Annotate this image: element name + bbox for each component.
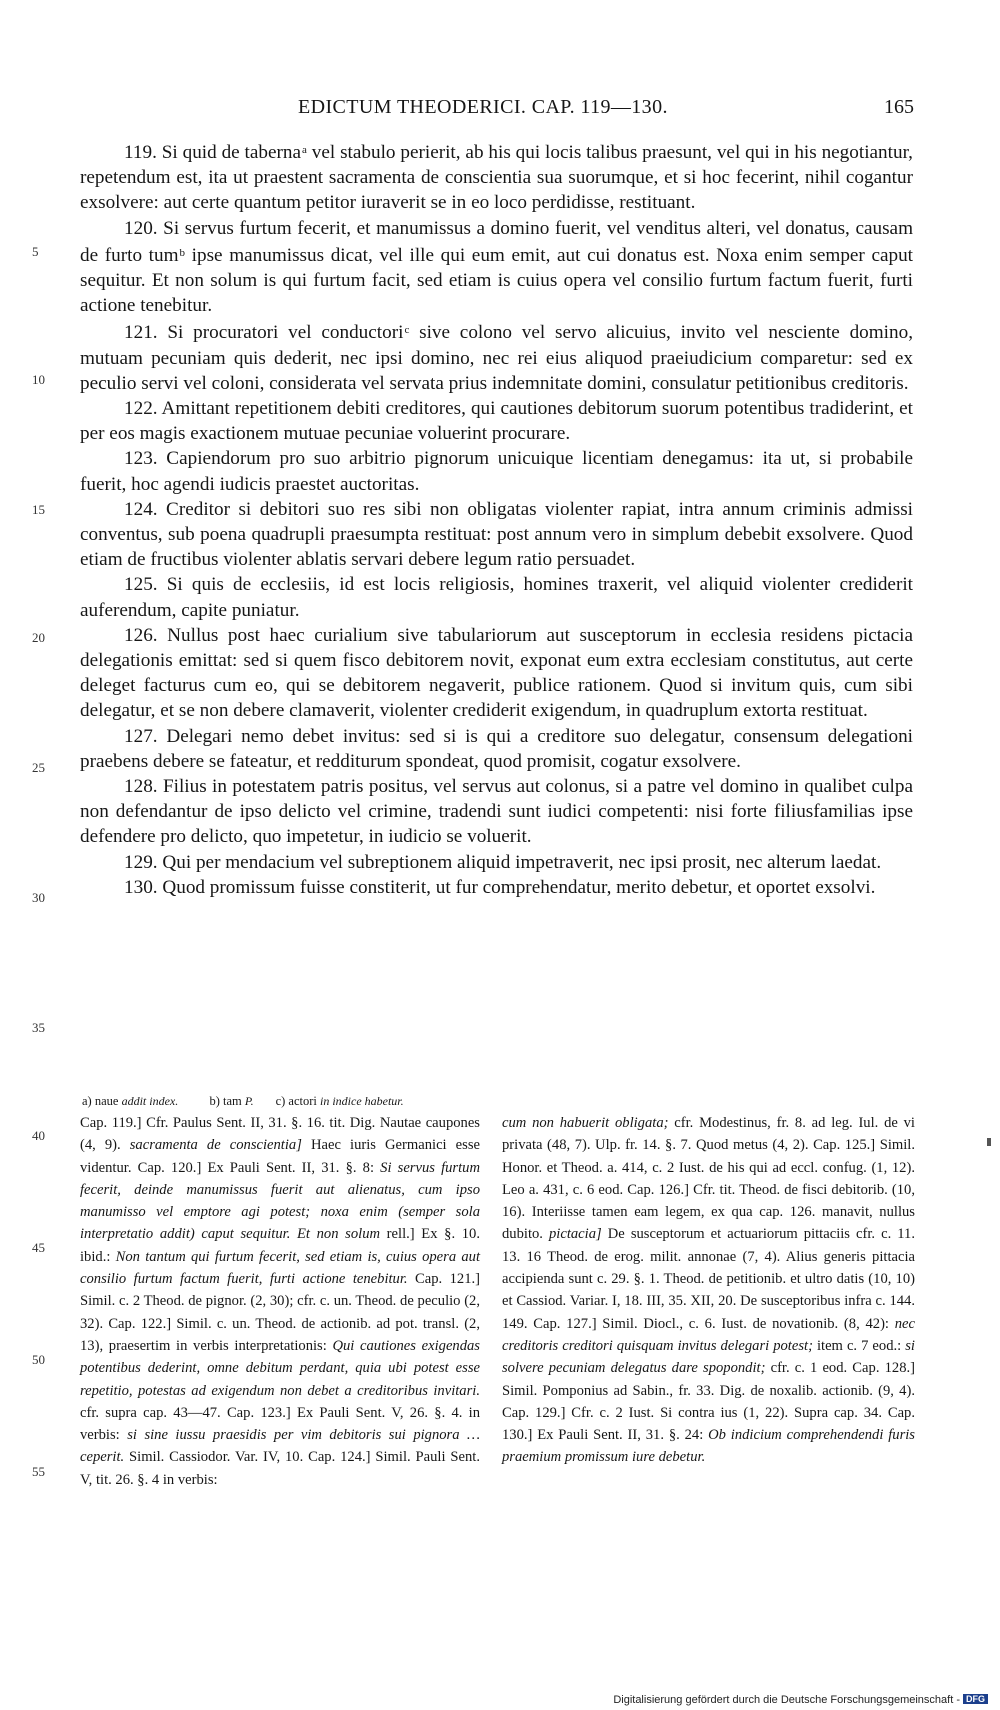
header-title: EDICTUM THEODERICI. CAP. 119—130.	[298, 96, 668, 118]
main-text	[80, 138, 913, 900]
paragraph-123: 123. Capiendorum pro suo arbitrio pignorum unicuique licentiam denegamus: ita ut, si probabile fuerit, hoc agendi iudicis praestet auctoritas.	[80, 448, 913, 495]
paragraph-119: 119. Si quid de taberna$^a$ vel stabulo perierit, ab his qui locis talibus praesunt, vel qui in his negotiantur, repetendum est, ita ut praestent sacramenta de conscientia sua suorumque, et si hoc fecerint, nihil cogantur exsolvere: aut certe quantum petitor iuraverit se in eo loco perdidisse, restituant.	[80, 142, 913, 214]
note-segment: cfr. Modestinus, fr. 8. ad leg. Iul. de vi privata (48, 7). Ulp. fr. 14. §. 7. Quod metus (4, 2). Cap. 125.] Simil. Honor. et Theod. a. 414, c. 2 Iust. de his qui ad eccl. confug. (1, 12). Leo a. 431, c. 6 eod. Cap. 126.] Cfr. tit. Theod. de fisci debitorib. (10, 16). Interiisse tamen eam legem, ex qua cap. 126. manavit, nullus dubito.	[502, 1115, 915, 1243]
line-number: 5	[32, 244, 39, 259]
paragraph-128: 128. Filius in potestatem patris positus, vel servus aut colonus, si a patre vel domino in qualibet culpa non defendantur de ipso delicto vel crimine, tradendi sunt iudici competenti: nisi forte filiusfamilias ipse defendere pro delicto, quo impetetur, in iudicio se voluerit.	[80, 776, 913, 848]
note-segment: rell.] Ex §. 10. ibid.:	[80, 1226, 480, 1265]
note-segment: cum non habuerit obligata;	[502, 1115, 669, 1131]
note-segment: Cap. 121.] Simil. c. 2 Theod. de pignor. (2, 30); cfr. c. un. Theod. de peculio (2, 32). Cap. 122.] Simil. c. un. Theod. de actionib. ad pot. transl. (2, 13), praesertim in verbis interpretationis:	[80, 1271, 480, 1354]
note-segment: Cap. 119.] Cfr. Paulus Sent. II, 31. §. 16. tit. Dig. Nautae caupones (4, 9).	[80, 1115, 480, 1154]
note-segment: De susceptorum et actuariorum pittaciis cfr. c. 11. 13. 16 Theod. de erog. milit. annonae (7, 4). Alius generis pittacia accipienda sunt c. 29. §. 1. Theod. de petitionib. et ultro datis (10, 10) et Cassiod. Variar. I, 18. III, 35. XII, 20. De susceptoribus infra c. 144. 149. Cap. 127.] Simil. Diocl., c. 6. Iust. de novationib. (8, 42):	[502, 1226, 916, 1332]
note-segment: sacramenta de conscientia]	[129, 1137, 302, 1154]
line-number: 50	[32, 1352, 45, 1367]
line-number: 55	[32, 1464, 45, 1479]
note-segment: Non tantum qui furtum fecerit, sed etiam is, cuius opera aut consilio furtum factum fuerit, furti actione tenebitur.	[80, 1248, 480, 1288]
digitization-footer: Digitalisierung gefördert durch die Deutsche Forschungsgemeinschaft - DFG	[613, 1694, 988, 1706]
line-number: 20	[32, 630, 45, 645]
paragraph-124: 124. Creditor si debitori suo res sibi non obligatas violenter rapiat, intra annum criminis admissi conventus, sub poena quadrupli praesumpta restituat: post annum vero in simplum debebit exsolvere. Quod etiam de fructibus violenter ablatis servari debere legum ratio persuadet.	[80, 498, 913, 571]
line-number: 35	[32, 1020, 45, 1035]
note-segment: nec creditoris creditori quisquam invitus delegari potest;	[502, 1315, 915, 1354]
paragraph-121: 121. Si procuratori vel conductori$^c$ sive colono vel servo alicuius, invito vel nesciente domino, mutuam pecuniam quis dederit, nec ipsi domino, nec rei eius aliquod praeiudicium comparetur: sed ex peculio servi vel coloni, considerata vel servata prius indemnitate domini, consulatur petitionibus creditoris.	[80, 322, 913, 394]
line-number: 25	[32, 760, 45, 775]
paragraph-126: 126. Nullus post haec curialium sive tabulariorum aut susceptorum in ecclesia residens pictacia delegationis emittat: sed si quem fisco debitorem novit, exponat eum extra ecclesiam constitutus, aut certe deleget facturus cum eo, qui se debitorem negaverit, publice rationem. Quod si invitum quis, cum sibi delegatur, et se non debere clamaverit, violenter crediderit exigendum, in quadruplum extorta restituat.	[80, 624, 913, 722]
notes-right-column	[502, 1112, 915, 1469]
page-number: 165	[884, 96, 914, 118]
paragraph-125: 125. Si quis de ecclesiis, id est locis religiosis, homines traxerit, vel aliquid violenter crediderit auferendum, capite puniatur.	[80, 574, 913, 621]
line-number: 10	[32, 372, 45, 387]
line-number: 15	[32, 502, 45, 517]
commentary-notes	[80, 1112, 920, 1582]
paragraph-127: 127. Delegari nemo debet invitus: sed si is qui a creditore suo delegatur, consensum delegationi praebens debere se fateatur, et redditurum spondeat, quod promisit, cogatur exsolvere.	[80, 725, 913, 772]
note-segment: Ob indicium comprehendendi furis praemium promissum iure debetur.	[502, 1427, 915, 1466]
line-number: 40	[32, 1128, 45, 1143]
paragraph-122: 122. Amittant repetitionem debiti creditores, qui cautiones debitorum suorum potentibus tradiderint, et per eos magis exactionem mutuae pecuniae voluerint procurare.	[80, 398, 913, 445]
paragraph-130: 130. Quod promissum fuisse constiterit, ut fur comprehendatur, merito debetur, et oportet exsolvi.	[124, 876, 876, 898]
line-number: 45	[32, 1240, 45, 1255]
note-segment: Haec iuris Germanici esse videntur. Cap. 120.] Ex Pauli Sent. II, 31. §. 8:	[80, 1137, 480, 1176]
note-segment: Qui cautiones exigendas potentibus dederint, omne debitum perdant, quia ubi potest esse repetitio, potestas ad exigendum non debet a creditoribus invitari.	[80, 1337, 480, 1399]
notes-left-column	[80, 1112, 480, 1491]
paragraph-120: 120. Si servus furtum fecerit, et manumissus a domino fuerit, vel venditus alteri, vel donatus, causam de furto tum$^b$ ipse manumissus dicat, vel ille qui eum emit, aut cui donatus est. Noxa enim semper caput sequitur. Et non solum is qui furtum facit, sed etiam is cuius opera vel consilio furtum factum fuerit, furti actione tenebitur.	[80, 217, 913, 317]
running-header	[0, 96, 1000, 120]
paragraph-129: 129. Qui per mendacium vel subreptionem aliquid impetraverit, nec ipsi prosit, nec alterum laedat.	[124, 851, 882, 873]
note-segment: cfr. c. 1 eod. Cap. 128.] Simil. Pomponius ad Sabin., fr. 33. Dig. de noxalib. actionib. (9, 4). Cap. 129.] Cfr. c. 2 Iust. Si contra ius (1, 22). Supra cap. 34. Cap. 130.] Ex Pauli Sent. II, 31. §. 24:	[502, 1360, 915, 1444]
critical-apparatus: a) naue addit index. b) tam P. c) actori in indice habetur.	[82, 1094, 404, 1108]
note-segment: item c. 7 eod.:	[812, 1337, 906, 1354]
note-segment: si solvere pecuniam delegatus dare spopondit;	[502, 1337, 915, 1377]
note-segment: Si servus furtum fecerit, deinde manumissus fuerit aut alienatus, cum ipso manumisso vel emptore agi potest; noxa enim (semper sola interpretatio addit) caput sequitur. Et non solum	[80, 1159, 480, 1243]
note-segment: Simil. Cassiodor. Var. IV, 10. Cap. 124.] Simil. Pauli Sent. V, tit. 26. §. 4 in verbis:	[80, 1449, 480, 1488]
note-segment: cfr. supra cap. 43—47. Cap. 123.] Ex Pauli Sent. V, 26. §. 4. in verbis:	[80, 1404, 480, 1444]
scan-edge-mark	[987, 1138, 991, 1146]
note-segment: pictacia]	[549, 1226, 602, 1243]
dfg-logo: DFG	[963, 1694, 988, 1704]
line-number: 30	[32, 890, 45, 905]
note-segment: si sine iussu praesidis per vim debitoris sui pignora … ceperit.	[80, 1427, 480, 1466]
